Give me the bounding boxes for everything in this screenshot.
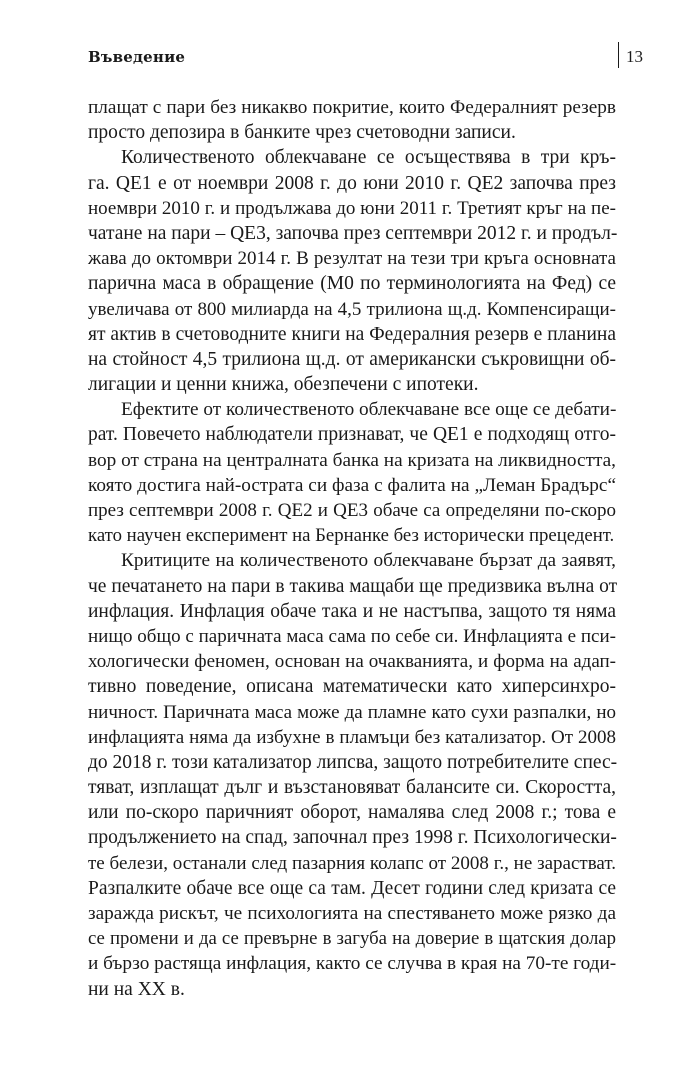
text-line: през септември 2008 г. QE2 и QE3 обаче са определяни по-скоро <box>88 500 616 521</box>
text-line: инфлация. Инфлация обаче така и не настъпва, защото тя няма <box>88 600 616 622</box>
text-line: ни на XX в. <box>88 978 185 1000</box>
text-line: Критиците на количественото облекчаване бързат да заявят, <box>121 550 616 572</box>
text-line: плащат с пари без никакво покритие, които Федералният резерв <box>88 97 616 118</box>
text-line: ят актив в счетоводните книги на Федералния резерв е планина <box>88 323 616 345</box>
text-line: жава до октомври 2014 г. В резултат на тези три кръга основната <box>88 248 616 270</box>
text-line: или по-скоро паричният оборот, намалява след 2008 г.; това е <box>88 802 616 824</box>
text-line: на стойност 4,5 трилиона щ.д. от американски съкровищни об- <box>88 348 616 370</box>
text-line: като научен експеримент на Бернанке без исторически прецедент. <box>88 525 615 547</box>
text-line: чатане на пари – QE3, започва през септември 2012 г. и продъл- <box>88 222 618 244</box>
text-line: рат. Повечето наблюдатели признават, че QE1 е подходящ отго- <box>88 424 616 446</box>
paragraph-qe-effects <box>88 397 616 548</box>
text-line: Разпалките обаче все още са там. Десет години след кризата се <box>88 877 616 899</box>
section-title: Въведение <box>88 48 186 66</box>
text-line: Количественото облекчаване се осъществява в три кръ- <box>121 147 616 169</box>
text-line: парична маса в обращение (M0 по терминологията на Фед) се <box>88 273 616 295</box>
text-line: до 2018 г. този катализатор липсва, защото потребителите спес- <box>88 751 618 773</box>
body-text <box>88 95 616 1002</box>
text-line: ничност. Паричната маса може да пламне като сухи разпалки, но <box>88 701 616 723</box>
text-line: нищо общо с паричната маса сама по себе си. Инфлацията е пси- <box>88 625 616 647</box>
text-line: просто депозира в банките чрез счетоводни записи. <box>88 122 516 144</box>
text-line: тяват, изплащат дълг и възстановяват балансите си. Скоростта, <box>88 777 616 799</box>
text-line: тивно поведение, описана математически като хиперсинхро- <box>88 676 616 698</box>
text-line: и бързо растяща инфлация, както се случва в края на 70-те годи- <box>88 953 617 975</box>
text-line: увеличава от 800 милиарда на 4,5 трилиона щ.д. Компенсиращи- <box>88 298 616 320</box>
paragraph-inflation-critics <box>88 548 616 1001</box>
paragraph-qe-rounds <box>88 145 616 397</box>
text-line: продължението на спад, започнал през 1998 г. Психологически- <box>88 827 617 849</box>
page-number: 13 <box>626 47 643 66</box>
paragraph-continuation <box>88 95 616 145</box>
text-line: Ефектите от количественото облекчаване все още се дебати- <box>121 399 617 421</box>
text-line: която достига най-острата си фаза с фалита на „Леман Брадърс“ <box>88 474 616 496</box>
text-line: вор от страна на централната банка на кризата на ликвидността, <box>88 449 616 471</box>
text-line: лигации и ценни книжа, обезпечени с ипотеки. <box>88 374 479 396</box>
header-divider <box>618 42 619 68</box>
text-line: инфлацията няма да избухне в пламъци без катализатор. От 2008 <box>88 726 616 748</box>
running-header <box>88 42 648 68</box>
text-line: заражда рискът, че психологията на спестяването може рязко да <box>88 903 616 924</box>
text-line: те белези, останали след пазарния колапс от 2008 г., не зарастват. <box>88 852 616 874</box>
text-line: че печатането на пари в такива мащаби ще предизвика вълна от <box>88 575 618 597</box>
text-line: га. QE1 е от ноември 2008 г. до юни 2010 г. QE2 започва през <box>88 172 616 194</box>
text-line: се промени и да се превърне в загуба на доверие в щатския долар <box>88 928 616 950</box>
text-line: хологически феномен, основан на очакванията, и форма на адап- <box>88 651 616 673</box>
text-line: ноември 2010 г. и продължава до юни 2011 г. Третият кръг на пе- <box>88 197 616 219</box>
